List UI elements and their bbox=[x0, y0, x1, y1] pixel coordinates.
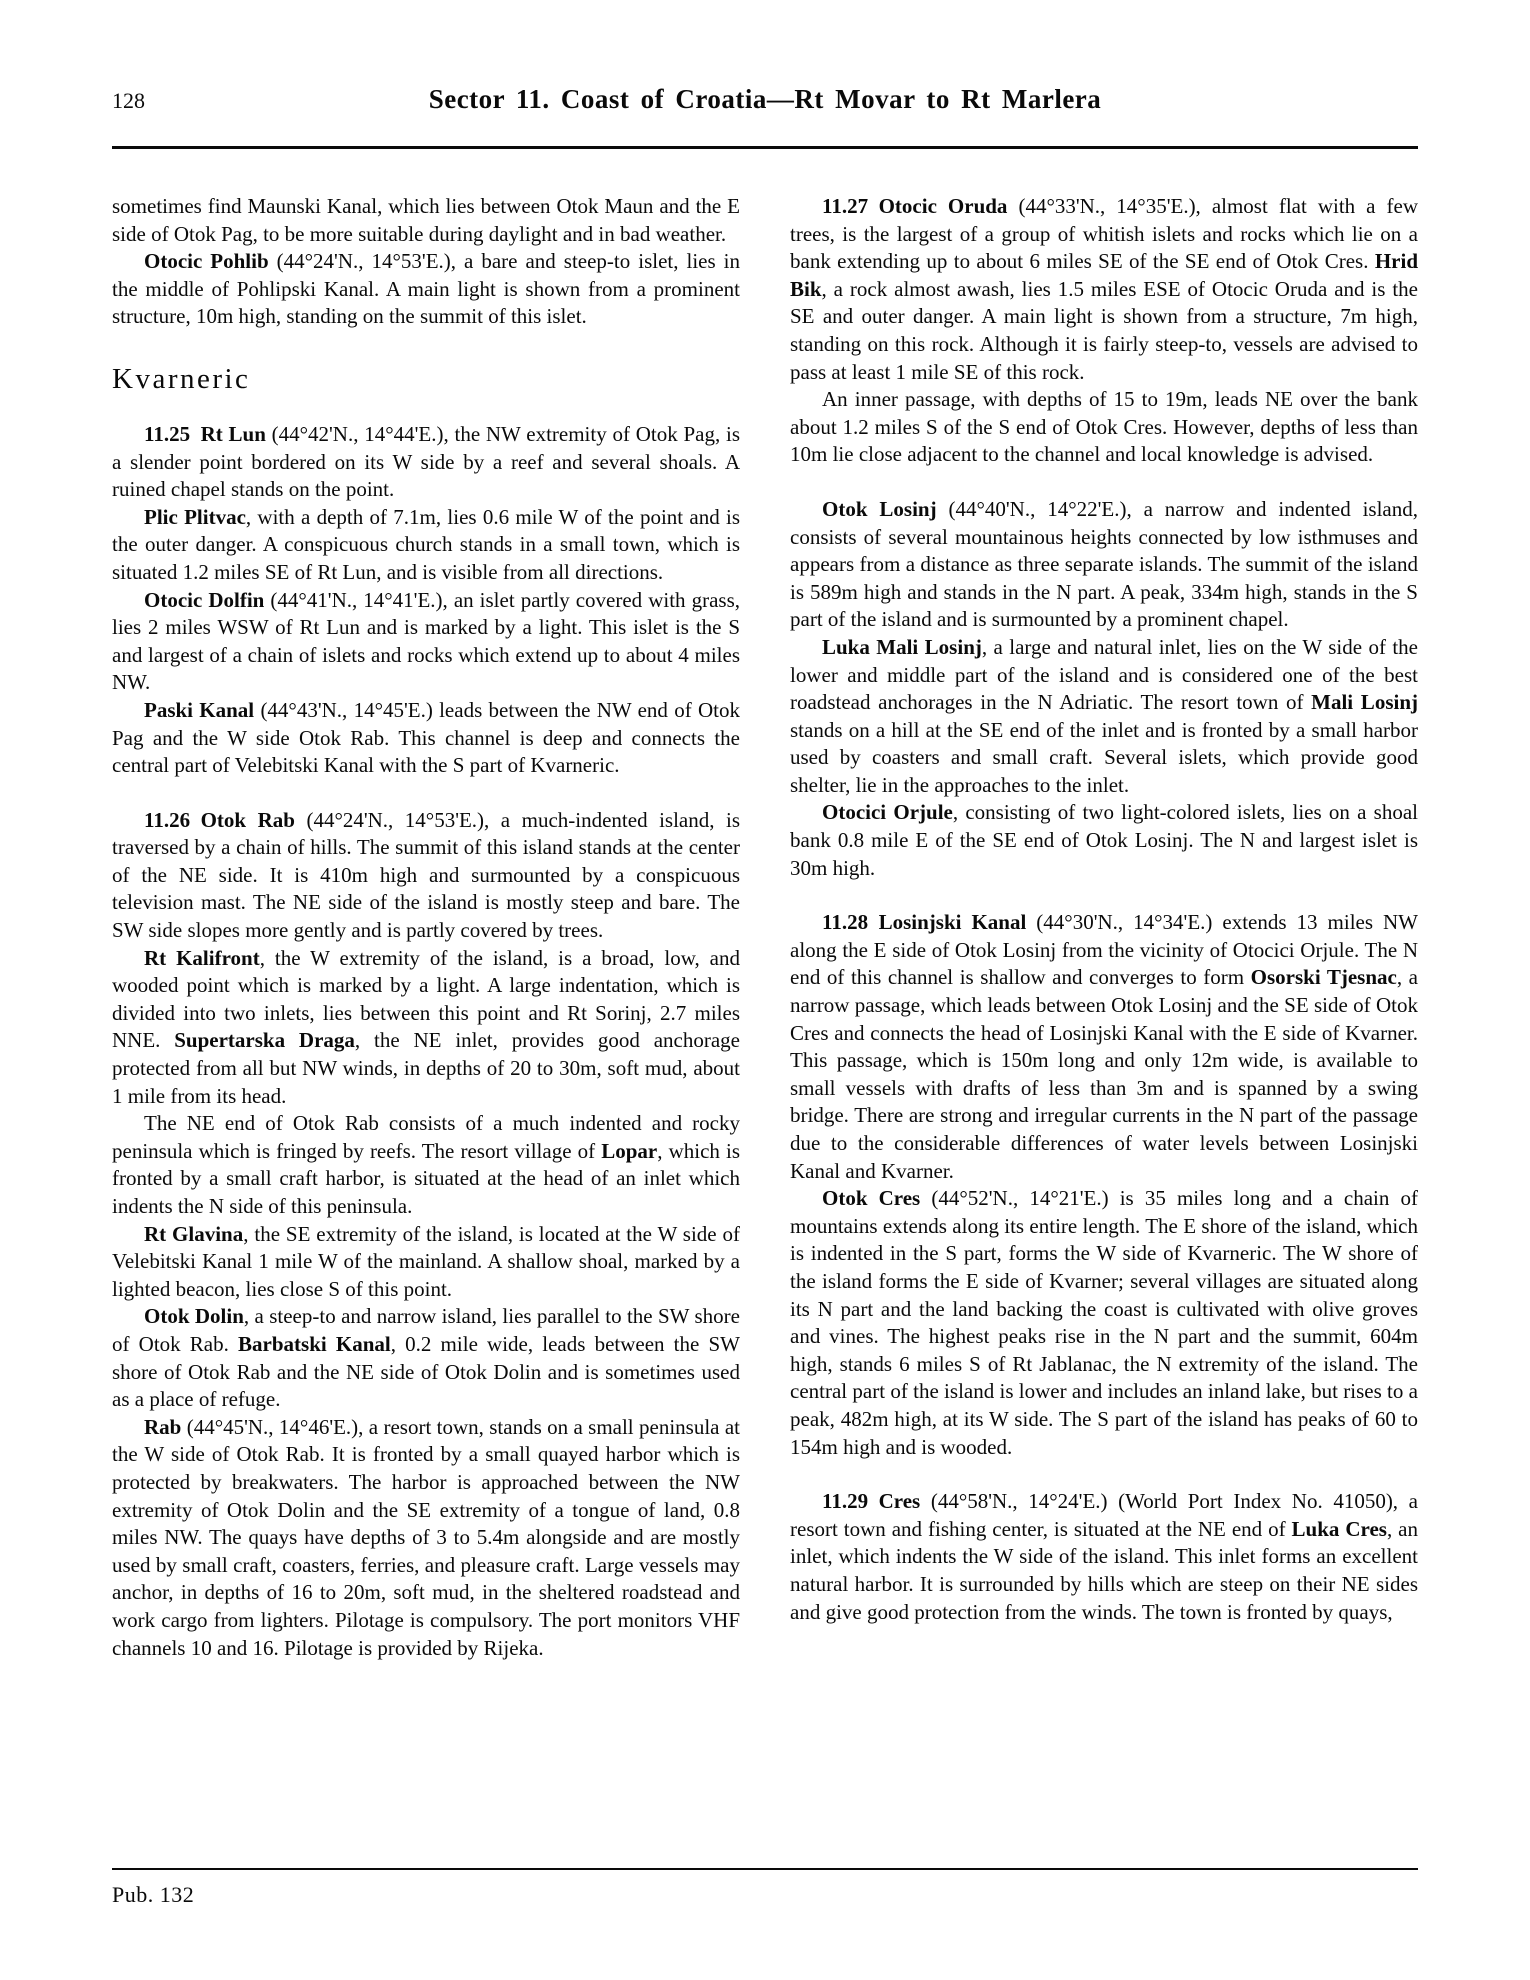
feature-name: Rt Kalifront bbox=[144, 945, 260, 970]
paragraph bbox=[790, 909, 1418, 1185]
paragraph bbox=[790, 799, 1418, 882]
feature-name: Osorski Tjesnac bbox=[1250, 965, 1397, 990]
body-text: , which is fronted by a small craft harbor, is situated at the head of an inlet which indents the N side of this peninsula. bbox=[112, 1138, 740, 1218]
feature-name: 11.27 Otocic Oruda bbox=[822, 194, 1008, 218]
feature-name: 11.29 Cres bbox=[822, 1489, 921, 1514]
feature-name: Plic Plitvac bbox=[144, 504, 246, 529]
page-footer bbox=[112, 1868, 1418, 1908]
footer-rule bbox=[112, 1868, 1418, 1870]
paragraph bbox=[112, 504, 740, 587]
paragraph bbox=[112, 421, 740, 504]
body-text: (44°43'N., 14°45'E.) leads between the NW end of Otok Pag and the W side Otok Rab. This channel is deep and connects the central part of Velebitski Kanal with the S part of Kvarneric. bbox=[112, 697, 740, 778]
feature-name: 11.28 Losinjski Kanal bbox=[822, 910, 1027, 935]
paragraph bbox=[112, 807, 740, 945]
body-text: , a narrow passage, which leads between Otok Losinj and the SE side of Otok Cres and connects the head of Losinjski Kanal with the E side of Kvarner. This passage, which is 150m long and only 12m wide, is available to small vessels with drafts of less than 3m and is spanned by a swing bridge. There are strong and irregular currents in the N part of the passage due to the considerable differences of water levels between Losinjski Kanal and Kvarner. bbox=[790, 965, 1418, 1183]
paragraph bbox=[112, 945, 740, 1111]
page-title: Sector 11. Coast of Croatia—Rt Movar to Rt Marlera bbox=[428, 84, 1102, 114]
paragraph bbox=[112, 1221, 740, 1304]
page-number: 128 bbox=[112, 88, 145, 113]
feature-name: Luka Mali Losinj bbox=[822, 634, 982, 659]
feature-name: Otocici Orjule bbox=[822, 800, 953, 825]
feature-name: 11.25 Rt Lun bbox=[144, 421, 266, 446]
body-text: The NE end of Otok Rab consists of a much indented and rocky peninsula which is fringed by reefs. The resort village of bbox=[112, 1111, 740, 1163]
body-text: (44°58'N., 14°24'E.) (World Port Index No. 41050), a resort town and fishing center, is situated at the NE end of bbox=[790, 1489, 1418, 1541]
paragraph bbox=[790, 386, 1418, 469]
feature-name: 11.26 Otok Rab bbox=[144, 807, 295, 832]
feature-name: Otok Losinj bbox=[822, 496, 937, 521]
body-text: (44°40'N., 14°22'E.), a narrow and indented island, consists of several mountainous heights connected by low isthmuses and appears from a distance as three separate islands. The summit of the island is 589m high and stands in the N part. A peak, 334m high, stands in the S part of the island and is surmounted by a prominent chapel. bbox=[790, 496, 1418, 632]
paragraph bbox=[112, 248, 740, 331]
paragraph bbox=[790, 1185, 1418, 1461]
body-text: , the W extremity of the island, is a broad, low, and wooded point which is marked by a light. A large indentation, which is divided into two inlets, lies between this point and Rt Sorinj, 2.7 miles NNE. bbox=[112, 945, 740, 1053]
feature-name: Rab bbox=[144, 1414, 182, 1439]
body-text: (44°24'N., 14°53'E.), a much-indented island, is traversed by a chain of hills. The summit of this island stands at the center of the NE side. It is 410m high and surmounted by a conspicuous television mast. The NE side of the island is mostly steep and bare. The SW side slopes more gently and is partly covered by trees. bbox=[112, 807, 740, 943]
body-text: stands on a hill at the SE end of the inlet and is fronted by a small harbor used by coasters and small craft. Several islets, which provide good shelter, lie in the approaches to the inlet. bbox=[790, 717, 1418, 797]
feature-name: Rt Glavina bbox=[144, 1221, 244, 1246]
body-text: , a large and natural inlet, lies on the W side of the lower and middle part of the island and is considered one of the best roadstead anchorages in the N Adriatic. The resort town of bbox=[790, 634, 1418, 715]
feature-name: Otocic Pohlib bbox=[144, 249, 269, 274]
header-rule bbox=[112, 146, 1418, 149]
feature-name: Luka Cres bbox=[1291, 1516, 1387, 1541]
feature-name: Supertarska Draga bbox=[174, 1028, 355, 1053]
body-text: , an inlet, which indents the W side of the island. This inlet forms an excellent natural harbor. It is surrounded by hills which are steep on their NE sides and give good protection from the winds. The town is fronted by quays, bbox=[790, 1516, 1418, 1624]
body-text: , 0.2 mile wide, leads between the SW shore of Otok Rab and the NE side of Otok Dolin and is sometimes used as a place of refuge. bbox=[112, 1331, 740, 1412]
body-text: (44°24'N., 14°53'E.), a bare and steep-to islet, lies in the middle of Pohlipski Kanal. A main light is shown from a prominent structure, 10m high, standing on the summit of this islet. bbox=[112, 249, 740, 329]
body-text: (44°42'N., 14°44'E.), the NW extremity of Otok Pag, is a slender point bordered on its W side by a reef and several shoals. A ruined chapel stands on the point. bbox=[112, 421, 740, 502]
feature-name: Otok Dolin bbox=[144, 1304, 244, 1329]
body-text: sometimes find Maunski Kanal, which lies between Otok Maun and the E side of Otok Pag, to be more suitable during daylight and in bad weather. bbox=[112, 194, 740, 246]
page-header bbox=[112, 84, 1418, 120]
body-text: (44°33'N., 14°35'E.), almost flat with a few trees, is the largest of a group of whitish islets and rocks which lie on a bank extending up to about 6 miles SE of the SE end of Otok Cres. bbox=[790, 194, 1418, 274]
body-text: , the NE inlet, provides good anchorage protected from all but NW winds, in depths of 20 to 30m, soft mud, about 1 mile from its head. bbox=[112, 1028, 740, 1108]
body-text: , with a depth of 7.1m, lies 0.6 mile W of the point and is the outer danger. A conspicuous church stands in a small town, which is situated 1.2 miles SE of Rt Lun, and is visible from all directions. bbox=[112, 504, 740, 584]
feature-name: Lopar bbox=[601, 1138, 658, 1163]
paragraph bbox=[790, 634, 1418, 800]
feature-name: Otok Cres bbox=[822, 1186, 921, 1211]
paragraph bbox=[790, 1488, 1418, 1626]
feature-name: Barbatski Kanal bbox=[238, 1331, 391, 1356]
paragraph bbox=[790, 496, 1418, 634]
body-text: , a rock almost awash, lies 1.5 miles ESE of Otocic Oruda and is the SE and outer danger. A main light is shown from a structure, 7m high, standing on this rock. Although it is fairly steep-to, vessels are advised to pass at least 1 mile SE of this rock. bbox=[790, 276, 1418, 384]
feature-name: Otocic Dolfin bbox=[144, 587, 265, 612]
body-text: (44°45'N., 14°46'E.), a resort town, stands on a small peninsula at the W side of Otok Rab. It is fronted by a small quayed harbor which is protected by breakwaters. The harbor is approached between the NW extremity of Otok Dolin and the SE extremity of a tongue of land, 0.8 miles NW. The quays have depths of 3 to 5.4m alongside and are mostly used by small craft, coasters, ferries, and pleasure craft. Large vessels may anchor, in depths of 16 to 20m, soft mud, in the sheltered roadstead and work cargo from lighters. Pilotage is compulsory. The port monitors VHF channels 10 and 16. Pilotage is provided by Rijeka. bbox=[112, 1414, 740, 1660]
body-text: (44°41'N., 14°41'E.), an islet partly covered with grass, lies 2 miles WSW of Rt Lun and is marked by a light. This islet is the S and largest of a chain of islets and rocks which extend up to about 4 miles NW. bbox=[112, 587, 741, 695]
feature-name: Paski Kanal bbox=[144, 697, 255, 722]
right-column bbox=[790, 193, 1418, 1859]
feature-name: Hrid Bik bbox=[790, 249, 1418, 301]
left-column bbox=[112, 193, 740, 1859]
body-text: (44°52'N., 14°21'E.) is 35 miles long and a chain of mountains extends along its entire length. The E shore of the island, which is indented in the S part, forms the W side of Kvarneric. The W shore of the island forms the E side of Kvarner; several villages are situated along its N part and the land backing the coast is cultivated with olive groves and vines. The highest peaks rise in the N part and the summit, 604m high, stands 6 miles S of Rt Jablanac, the N extremity of the island. The central part of the island is lower and includes an inland lake, but rises to a peak, 482m high, at its W side. The S part of the island has peaks of 60 to 154m high and is wooded. bbox=[790, 1186, 1418, 1459]
body-text: (44°30'N., 14°34'E.) extends 13 miles NW along the E side of Otok Losinj from the vicinity of Otocici Orjule. The N end of this channel is shallow and converges to form bbox=[790, 910, 1418, 990]
section-heading: Kvarneric bbox=[112, 362, 251, 395]
paragraph bbox=[112, 1110, 740, 1220]
feature-name: Mali Losinj bbox=[1311, 690, 1418, 715]
paragraph bbox=[790, 193, 1418, 386]
text-columns bbox=[112, 193, 1418, 1859]
body-text: , a steep-to and narrow island, lies parallel to the SW shore of Otok Rab. bbox=[112, 1304, 740, 1356]
paragraph bbox=[112, 1303, 740, 1413]
body-text: An inner passage, with depths of 15 to 19m, leads NE over the bank about 1.2 miles S of the S end of Otok Cres. However, depths of less than 10m lie close adjacent to the channel and local knowledge is advised. bbox=[790, 387, 1418, 467]
paragraph bbox=[112, 193, 740, 248]
paragraph bbox=[112, 1414, 740, 1662]
paragraph bbox=[112, 697, 740, 780]
body-text: , the SE extremity of the island, is located at the W side of Velebitski Kanal 1 mile W of the mainland. A shallow shoal, marked by a lighted beacon, lies close S of this point. bbox=[112, 1221, 741, 1301]
paragraph bbox=[112, 587, 740, 697]
body-text: , consisting of two light-colored islets, lies on a shoal bank 0.8 mile E of the SE end of Otok Losinj. The N and largest islet is 30m high. bbox=[790, 800, 1418, 880]
publication-number: Pub. 132 bbox=[112, 1882, 195, 1907]
